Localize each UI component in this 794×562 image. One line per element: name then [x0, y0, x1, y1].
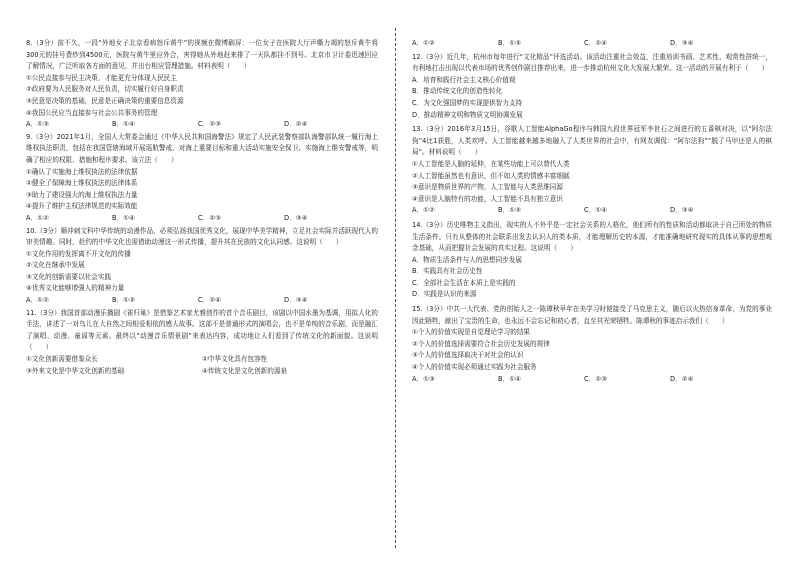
right-column [412, 38, 772, 386]
answer-a: A．①② [412, 206, 435, 215]
option: ③文化的创新需要以社会实践 [26, 272, 112, 281]
option: ④提升了维护主权法律规范的实际效能 [26, 202, 138, 211]
answer-a: A．①③ [412, 374, 435, 383]
question-9 [26, 132, 378, 225]
question-stem: 8.（3分）前不久，一段“外地女子北京看病怒斥黄牛”的视频在微博刷屏：一位女子在医院大厅声嘶力竭的怒斥黄牛将300元的挂号费炒到4500元，医院与黄牛里应外合，害得她从外地赶来排了一天队都挂不到号。北京市卫计委迅速回应了解情况，广泛听取各方面的意见，并出台相应管理措施。材料表明（ ） [26, 39, 378, 71]
option: B．推动传统文化的创造性转化 [412, 87, 503, 96]
option: ②中华文化具有包容性 [202, 355, 268, 364]
option: ④个人的价值实现必须通过实践为社会服务 [412, 363, 537, 372]
option: ④优秀文化能够增强人的精神力量 [26, 284, 125, 293]
option: ③民意是决策的基础，民意是正确决策的重要信息资源 [26, 96, 184, 105]
question-stem: 12.（3分）近几年，杭州市每年进行“文化精品”评选活动。该活动注重社会效益，注重培训书画、艺术性、观赏性拼统一，有利地打击出现以代表市场的优秀创作剧目推荐出来，进一步推动杭州文化大发展大繁荣。这一活动的开展有利于（ ） [412, 52, 772, 73]
answer-d: D．③④ [670, 206, 694, 215]
option: ④意识是人脑特有的功能，人工智能不具有独立意识 [412, 194, 563, 203]
answer-c: C．②③ [198, 213, 222, 222]
option-pair [26, 354, 378, 366]
question-stem: 10.（3分）顺冲刺文科中华传统的动漫作品，必须弘扬我国优秀文化，展现中华美学精神，立足社会实际并活跃现代人的审美情趣。同时，赴约的中华文化也需借助动漫这一形式传播，提升其在民族的文化认同感。这说明（ ） [26, 226, 378, 247]
answer-choices [412, 374, 772, 386]
answer-c: C．②③ [584, 374, 608, 383]
option: ①文化作用的发挥离不开文化的传播 [26, 249, 131, 258]
option: ③助力了建设强大的海上维权执法力量 [26, 190, 138, 199]
answer-c: C．②④ [198, 296, 222, 305]
answer-b: B．①③ [498, 206, 521, 215]
option: ②文化在继承中发展 [26, 261, 85, 270]
answer-a: A．①③ [26, 120, 49, 129]
answer-b: B．①④ [498, 374, 521, 383]
option: C．全部社会生活在本质上是实践的 [412, 278, 516, 287]
option: C．为文化强国梦的实现提供智力支持 [412, 98, 523, 107]
answer-d: D．②④ [284, 120, 308, 129]
answer-choices [26, 295, 378, 307]
option: ④我国公民应当直接参与社会公共事务的管理 [26, 108, 158, 117]
option: ①公民直接参与民主决策，才能更充分体现人民民主 [26, 73, 177, 82]
option: ①人工智能是人脑的延伸，在某些功能上可以替代人类 [412, 159, 570, 168]
question-stem: 15.（3分）中共一大代表、党的创始人之一陈谭秋早年在美学习时便接受了马克思主义，随后以火热信身革命，为党的事业因此牺牲，献出了宝贵的生命，也永远不会忘记和初心者，直至其光荣牺牲。陈谭秋的事迹启示我们（ ） [412, 305, 772, 325]
option: A．培育和践行社会主义核心价值观 [412, 75, 516, 84]
question-8 [26, 38, 378, 131]
answer-b: B．①④ [112, 120, 135, 129]
answer-a: A．①② [412, 39, 435, 47]
question-11 [26, 308, 378, 378]
answer-b: B．①③ [112, 296, 135, 305]
answer-c: C．②④ [584, 39, 608, 47]
answer-d: D．③④ [284, 213, 308, 222]
option: B．实践具有社会历史性 [412, 267, 483, 276]
answer-c: C．②③ [198, 120, 222, 129]
option: ③个人的价值选择取决于对社会的认识 [412, 351, 524, 360]
answer-choices [26, 213, 378, 225]
answer-c: C．①④ [584, 206, 608, 215]
option: ③外来文化是中华文化创新的基础 [26, 366, 125, 375]
option: ③意识是物质世界的产物，人工智能与人类思维同源 [412, 183, 563, 192]
left-column [26, 38, 378, 378]
answer-choices [26, 119, 378, 131]
answer-a: A．①② [26, 296, 49, 305]
question-14 [412, 220, 772, 301]
question-15 [412, 304, 772, 385]
answer-d: D．②④ [670, 374, 694, 383]
option: D．推动精神文明和物质文明协调发展 [412, 110, 523, 119]
column-divider [395, 28, 396, 548]
option-pair [26, 366, 378, 378]
option: ②个人的价值选择需要符合社会历史发展的规律 [412, 339, 550, 348]
option: ①个人的价值实现是自觉理论学习的结果 [412, 328, 531, 337]
question-stem: 13.（3分）2016年3月15日，谷歌人工智能AlphaGo程序与韩国九段世界冠军李世石之间进行的五番棋对决，以“阿尔法狗”4比1获胜，人类欢呼。人工智能越来越多地融入了人类世界的社会中，有网友调侃：“阿尔法狗”“脱了马甲还是人的棋局”。材料说明（ ） [412, 125, 772, 157]
answer-b: B．①③ [498, 39, 521, 47]
answer-d: D．③④ [284, 296, 308, 305]
question-stem: 14.（3分）历史唯物主义指出，现实的人不外乎是一定社会关系的人格化，他们所有的性质和活动都取决于自己所处的物质生活条件。只有从整体的社会联系出发去认识人的类本质，才能理解历史的本源，才能准确地研究现实的具体从事的思想观念基础，从而把握社会发展的真实过程。这说明（ ） [412, 220, 772, 253]
option: ②政府要为人民服务对人民负责，切实履行好自身职责 [26, 85, 184, 94]
option: ②人工智能虽然也有意识，但不如人类的情感丰富细腻 [412, 171, 570, 180]
answer-d: D．③④ [670, 39, 694, 47]
answer-a: A．①② [26, 213, 49, 222]
option: ②健全了保障海上维权执法的法律体系 [26, 179, 138, 188]
answer-choices [412, 205, 772, 217]
question-stem: 9.（3分）2021年1月，全国人大常委会通过《中华人民共和国海警法》规定了人民武装警察部队海警部队统一履行海上维权执法职责，包括在我国管辖海域开展巡航警戒、对海上重要目标和重大活动实施安全保卫、实施海上维安警戒等，明确了相应的权限、措施和程序要求。该立法（ ） [26, 132, 378, 164]
option: D．实践是认识的来源 [412, 290, 477, 299]
option: ①文化创新需要借鉴众长 [26, 355, 98, 364]
question-stem: 11.（3分）我国首部动漫乐播剧《雀归巢》是借鉴艺术家尤雅创作的首个音乐剧目，该剧以中国水墨为基调，用拟人化的手法，讲述了一对鸟儿在大自然之间相爱相依的感人故事。这部不是普通形式的演唱会，也不是单纯的音乐剧，而是融汇了演唱、动漫、童谣等元素。最终以“动漫音乐情景剧”来表达内容，成功地让人们看到了传统文化的新面貌。这说明（ ） [26, 308, 378, 352]
option: ④传统文化是文化创新的源泉 [202, 366, 288, 375]
question-10 [26, 226, 378, 307]
option: ①确认了实施海上维权执法的法律依据 [26, 167, 138, 176]
answer-b: B．①④ [112, 213, 135, 222]
option: A．物质生活条件与人的思想同步发展 [412, 255, 523, 264]
answer-choices-q11 [412, 38, 772, 50]
question-13 [412, 124, 772, 217]
question-12 [412, 52, 772, 122]
